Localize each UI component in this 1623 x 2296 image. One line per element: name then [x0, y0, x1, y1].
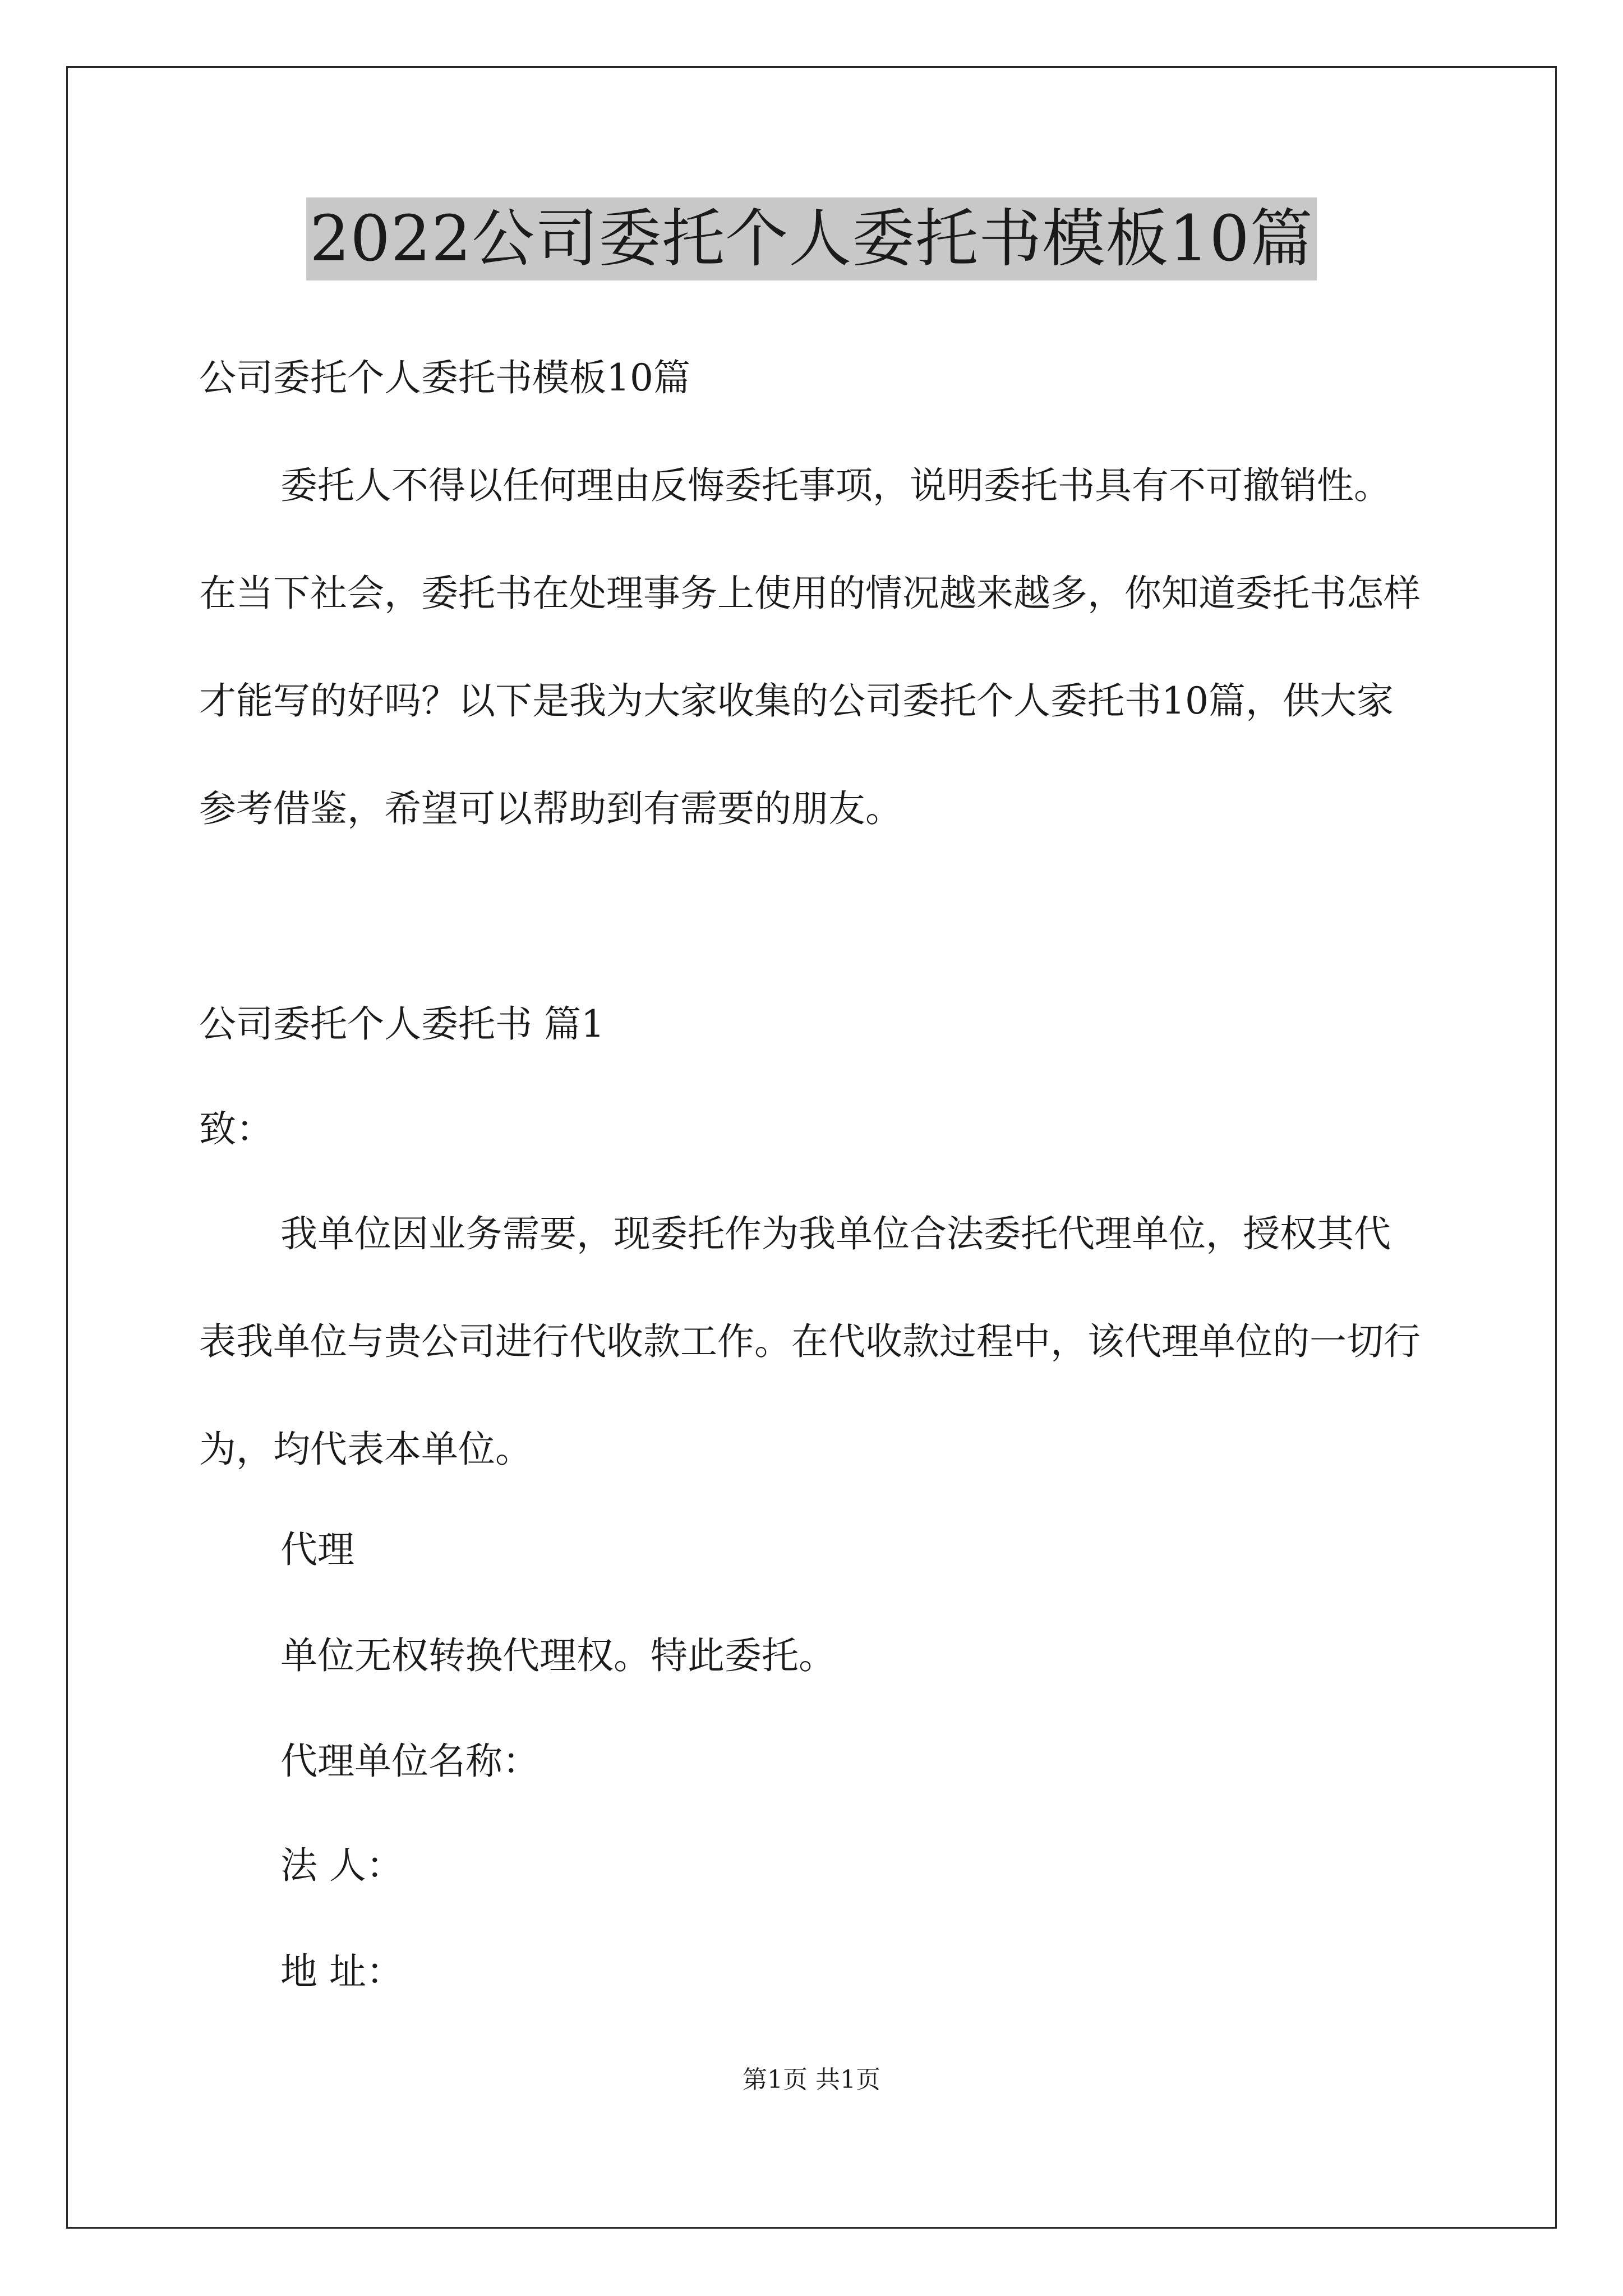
document-subtitle: 公司委托个人委托书模板10篇 [199, 356, 690, 399]
salutation: 致： [199, 1107, 273, 1151]
page-number: 第1页 共1页 [743, 2065, 880, 2094]
agent-name-field: 代理单位名称： [280, 1740, 540, 1783]
intro-paragraph [199, 432, 1427, 863]
body-paragraph [199, 1180, 1427, 1503]
document-title: 2022公司委托个人委托书模板10篇 [306, 197, 1317, 280]
title-container [0, 197, 1623, 280]
legal-person-field: 法 人： [280, 1844, 403, 1887]
no-transfer-line: 单位无权转换代理权。特此委托。 [280, 1634, 836, 1677]
section-heading: 公司委托个人委托书 篇1 [199, 1002, 605, 1046]
address-field: 地 址： [280, 1950, 403, 1993]
body-text: 我单位因业务需要，现委托作为我单位合法委托代理单位，授权其代表我单位与贵公司进行代收款工作。在代收款过程中，该代理单位的一切行为，均代表本单位。 [199, 1212, 1421, 1471]
intro-text: 委托人不得以任何理由反悔委托事项，说明委托书具有不可撤销性。在当下社会，委托书在处理事务上使用的情况越来越多，你知道委托书怎样才能写的好吗？以下是我为大家收集的公司委托个人委托书10篇，供大家参考借鉴，希望可以帮助到有需要的朋友。 [199, 464, 1421, 830]
agent-line: 代理 [280, 1528, 354, 1571]
